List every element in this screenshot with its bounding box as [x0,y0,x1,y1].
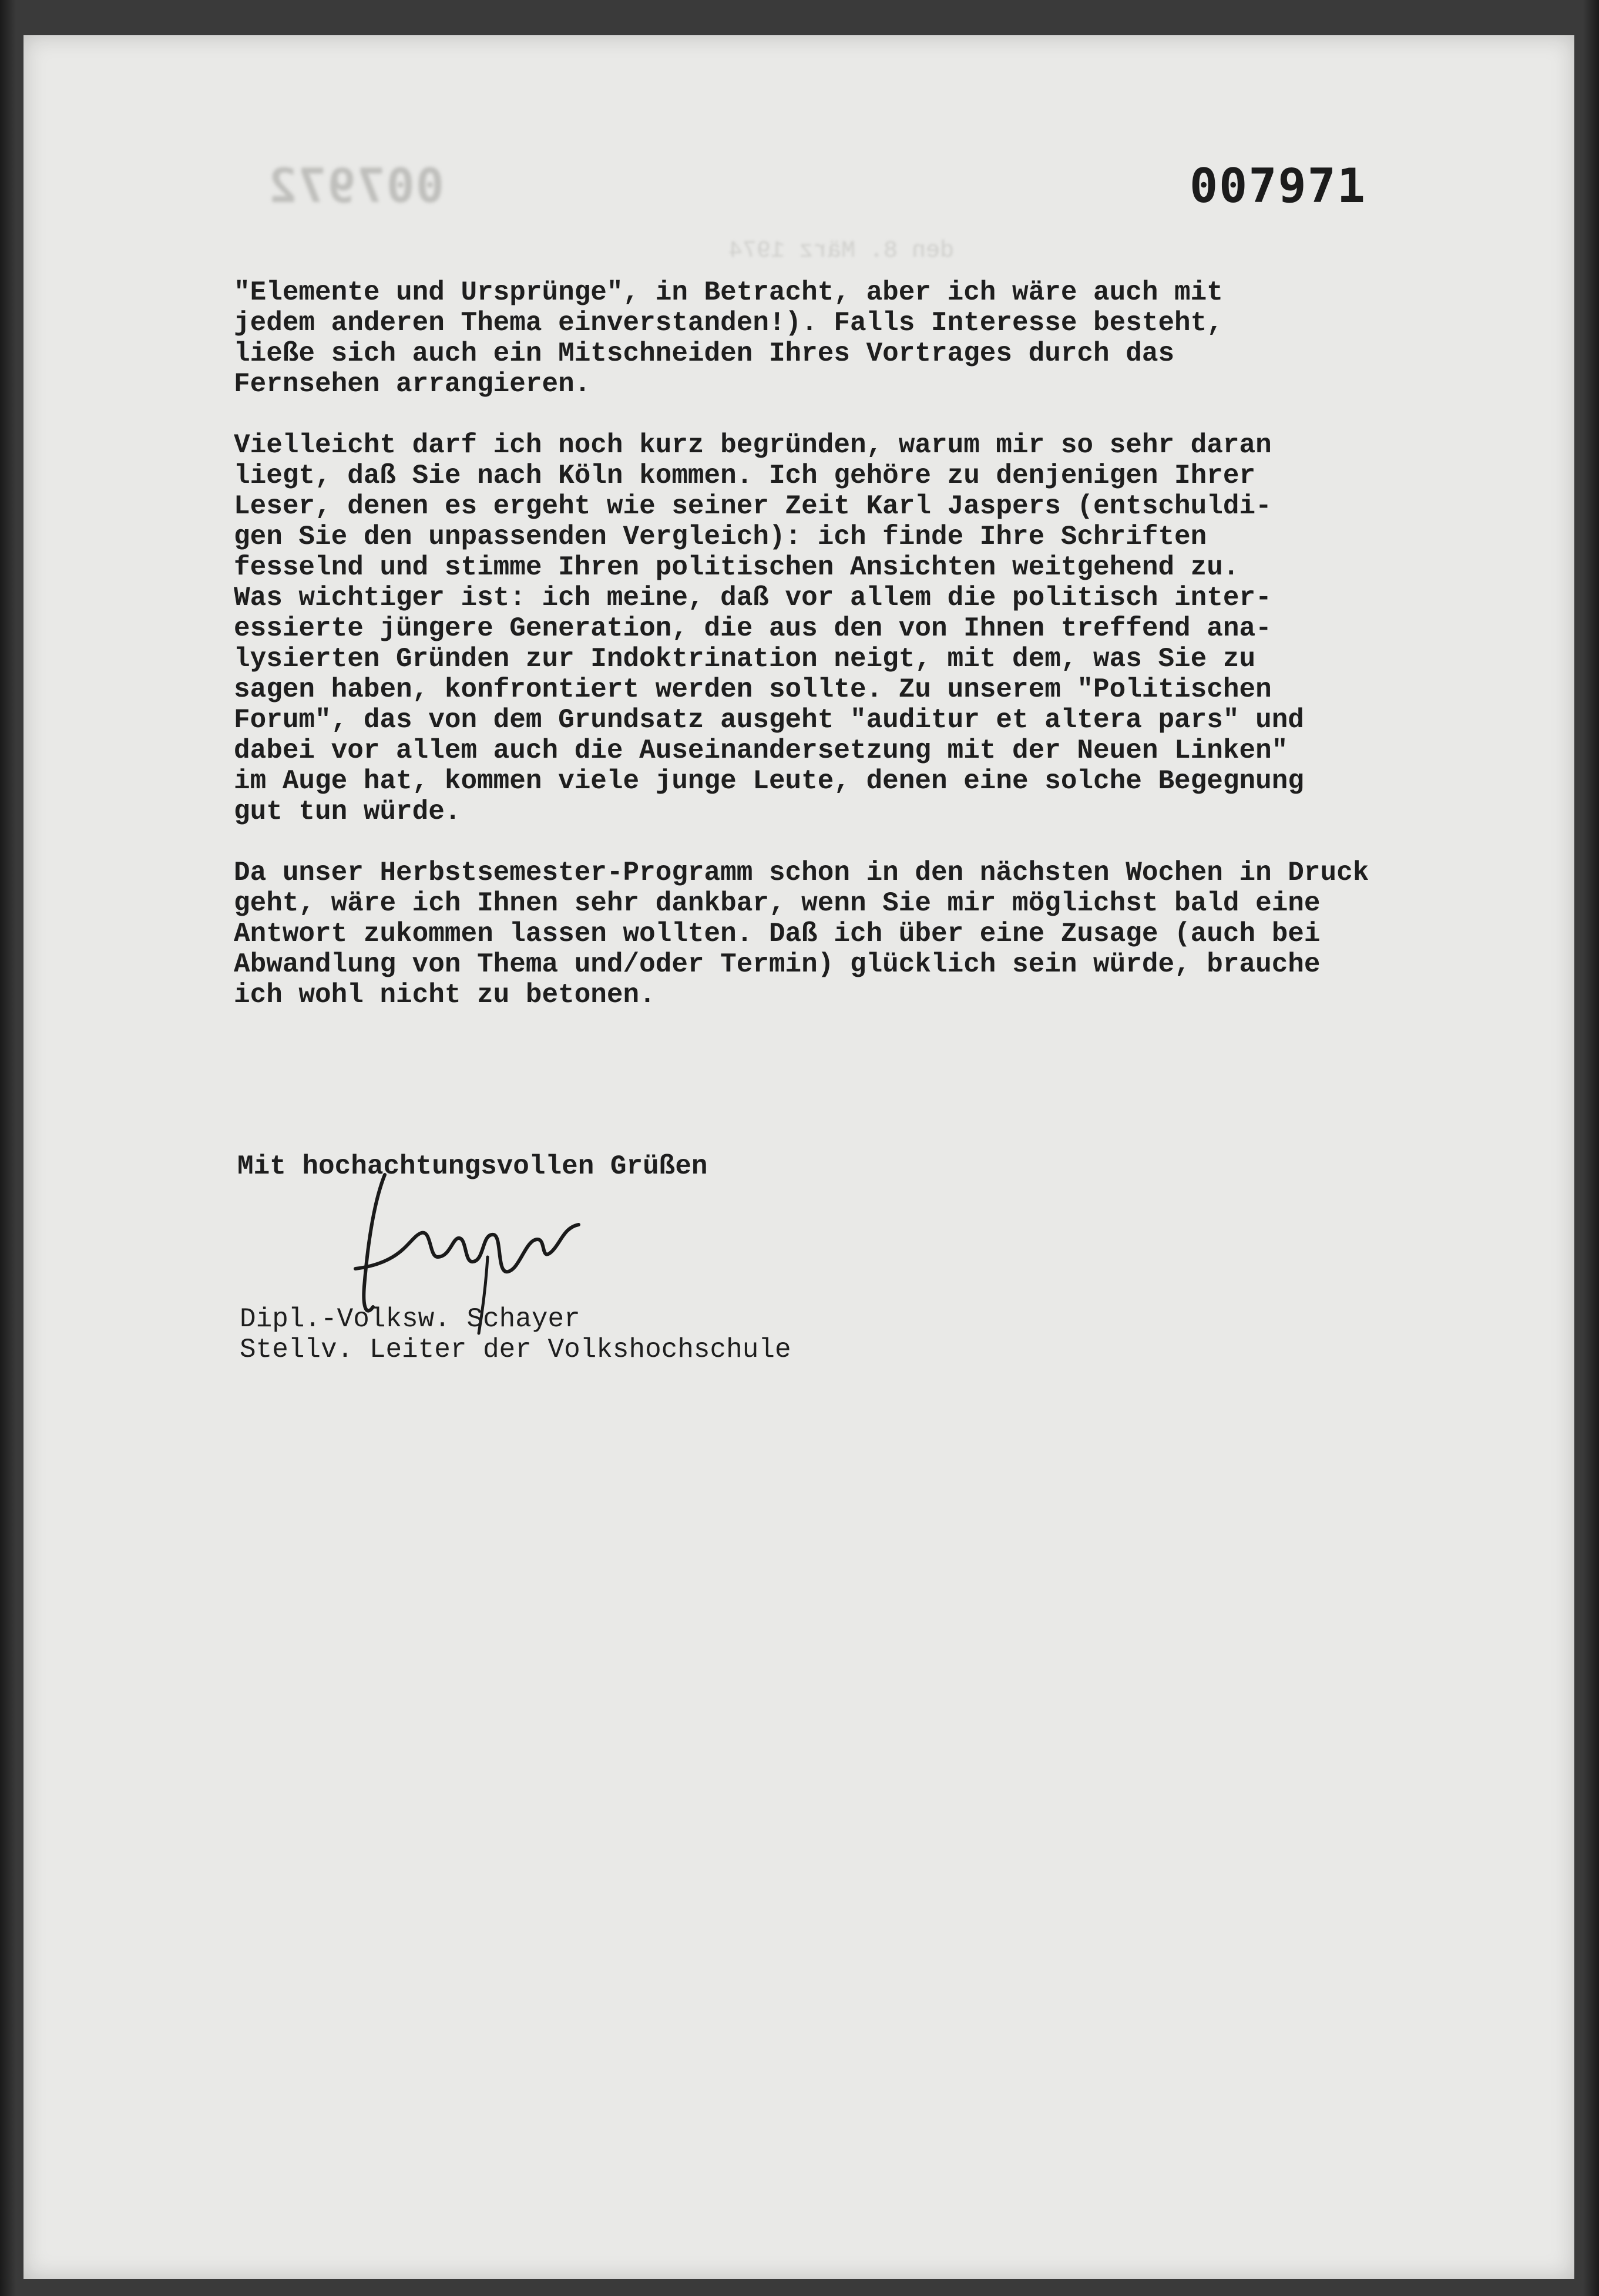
letter-body [234,277,1556,1010]
paragraph-1 [234,277,1556,399]
text-line: Antwort zukommen lassen wollten. Daß ich über eine Zusage (auch bei [234,919,1321,949]
text-line: Vielleicht darf ich noch kurz begründen, warum mir so sehr daran [234,430,1272,460]
paragraph-2 [234,430,1556,827]
text-line: ich wohl nicht zu betonen. [234,980,656,1010]
text-line: jedem anderen Thema einverstanden!). Falls Interesse besteht, [234,308,1223,338]
signature-block [240,1304,791,1365]
text-line: "Elemente und Ursprünge", in Betracht, aber ich wäre auch mit [234,277,1223,308]
closing-salutation: Mit hochachtungsvollen Grüßen [237,1151,708,1182]
mirrored-document-number: 007972 [267,159,444,213]
bleed-through-date: den 8. März 1974 [728,238,955,264]
text-line: Abwandlung von Thema und/oder Termin) glücklich sein würde, brauche [234,949,1321,980]
text-line: Fernsehen arrangieren. [234,369,591,399]
text-line: im Auge hat, kommen viele junge Leute, denen eine solche Begegnung [234,766,1304,796]
document-number: 007971 [1190,159,1366,213]
signer-title: Stellv. Leiter der Volkshochschule [240,1334,791,1365]
text-line: lysierten Gründen zur Indoktrination neigt, mit dem, was Sie zu [234,644,1256,674]
text-line: fesselnd und stimme Ihren politischen Ansichten weitgehend zu. [234,552,1239,583]
paragraph-3 [234,858,1556,1010]
text-line: sagen haben, konfrontiert werden sollte. Zu unserem "Politischen [234,674,1272,705]
text-line: Forum", das von dem Grundsatz ausgeht "auditur et altera pars" und [234,705,1304,735]
text-line: liegt, daß Sie nach Köln kommen. Ich gehöre zu denjenigen Ihrer [234,460,1256,491]
text-line: dabei vor allem auch die Auseinandersetzung mit der Neuen Linken" [234,735,1288,766]
signer-name: Dipl.-Volksw. Schayer [240,1304,580,1334]
text-line: Leser, denen es ergeht wie seiner Zeit Karl Jaspers (entschuldi- [234,491,1272,522]
text-line: geht, wäre ich Ihnen sehr dankbar, wenn Sie mir möglichst bald eine [234,888,1321,919]
text-line: Was wichtiger ist: ich meine, daß vor allem die politisch inter- [234,583,1272,613]
text-line: gut tun würde. [234,796,461,827]
text-line: Da unser Herbstsemester-Programm schon in den nächsten Wochen in Druck [234,858,1369,888]
text-line: essierte jüngere Generation, die aus den von Ihnen treffend ana- [234,613,1272,644]
text-line: gen Sie den unpassenden Vergleich): ich finde Ihre Schriften [234,522,1207,552]
text-line: ließe sich auch ein Mitschneiden Ihres Vortrages durch das [234,338,1175,369]
